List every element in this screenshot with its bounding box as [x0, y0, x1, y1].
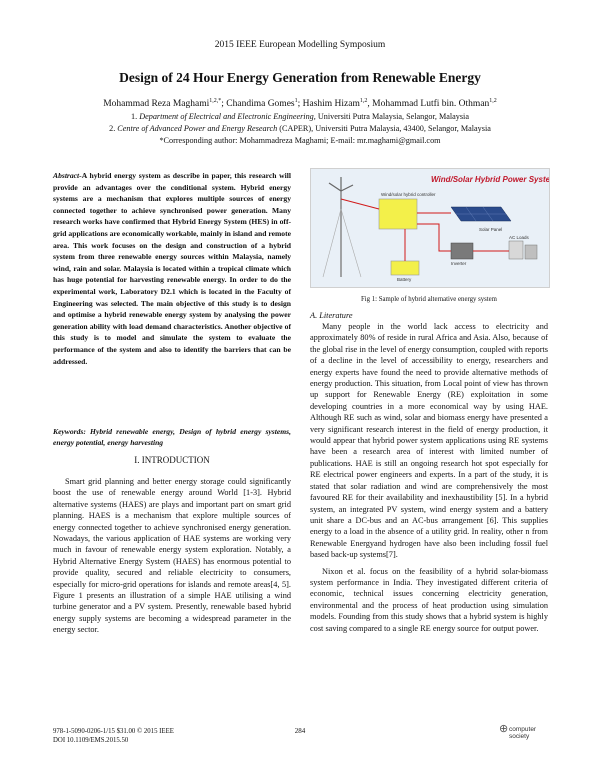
page-number: 284 — [294, 727, 306, 735]
label-loads: AC Loads — [509, 235, 529, 240]
corresponding-author: *Corresponding author: Mohammadreza Maghami; E-mail: mr.maghami@gmail.com — [159, 136, 441, 145]
affiliation-1: 1. Department of Electrical and Electronic Engineering, Universiti Putra Malaysia, Selangor, Malaysia — [131, 112, 469, 121]
author-name: Mohammad Lutfi bin. Othman — [372, 99, 490, 110]
author-name: Mohammad Reza Maghami — [103, 99, 210, 110]
section-heading-introduction: I. INTRODUCTION — [134, 455, 210, 465]
figure-hybrid-system — [310, 168, 550, 288]
abstract-text: A hybrid energy system as describe in paper, this research will provide an advantages over the conditional system. Hybrid energy systems are a mechanism that explores multiple sources of energy connected together to achieve synchronised power generation. Many research works have confirmed that Hybrid Energy System (HES) in off-grid applications are economically workable, mainly in island and remote area. This work focuses on the design and construction of a hybrid system from three renewable energy sources within Malaysia, namely wind, rain and solar. Malaysia is located within a tropical climate which has huge potential for harvesting renewable energy. In order to do the experimental work, Laboratory D2.1 which is located in the Faculty of Engineering was selected. The main objective of this study is to design and optimise a hybrid renewable energy system by analysing the power generation ability with load demand characteristics. Another objective of this study is to model and simulate the system to evaluate the performance of the system and also to identify the barriers that can be addressed. — [53, 171, 291, 366]
subsection-heading-literature: A. Literature — [310, 311, 353, 320]
abstract — [53, 170, 291, 367]
computer-society-logo: ⊕ computer society — [499, 723, 537, 740]
literature-section — [310, 321, 548, 639]
keywords: Keywords: Hybrid renewable energy, Design of hybrid energy systems, energy potential, energy harvesting — [53, 427, 291, 447]
paragraph: Many people in the world lack access to electricity and approximately 80% of reside in rural Africa and Asia. Also, because of the global rise in the level of energy consumption, coupled with reports of a decline in the level of accessibility to energy, researchers and energy experts have found the need to provide alternative methods of energy production. This situation, from Local point of view has thrown up support for Renewable Energy (RE) exploitation in some developing countries in a more economical way by using HAE. Although RE such as wind, solar and biomass energy have presented a very significant research interest in the field of energy production, it would appear that hybrid power system applications using RE systems have been a research area of interest with limited number of publications. HAE is still an ongoing research hot spot especially for RE electrical power engineers and experts. In a part of the study, it is stated that solar radiation and wind are comprehensively the most favoured RE for their availability and inexhaustibility [5]. In a hybrid system, an integrated PV system, wind energy system and a battery unit share a DC-bus and an AC-bus arrangement [6]. This supplies energy to a load in the absence of a utility grid. In reality, other n from Renewable Energyand hydrogen have also been including fossil fuel based back-up systems[7]. — [310, 322, 548, 560]
author-name: Chandima Gomes — [226, 99, 295, 110]
abstract-lead: Abstract- — [53, 171, 82, 180]
hybrid-system-diagram — [311, 169, 549, 287]
logo-mark-icon: ⊕ — [499, 723, 509, 735]
paper-title: Design of 24 Hour Energy Generation from Renewable Energy — [119, 70, 481, 85]
label-controller: Wind/solar hybrid controller — [381, 192, 436, 197]
author-list: Mohammad Reza Maghami$^{1,2,*}$; Chandima Gomes$^1$; Hashim Hizam$^{1,2}$, Mohammad Lutfi bin. Othman$^{1,2}$ — [103, 98, 497, 110]
doi-line: DOI 10.1109/EMS.2015.50 — [53, 737, 129, 744]
label-battery: Battery — [397, 277, 412, 282]
affiliation-2: 2. Centre of Advanced Power and Energy Research (CAPER), Universiti Putra Malaysia, 43400, Selangor, Malaysia — [109, 124, 491, 133]
introduction-text: Smart grid planning and better energy storage could significantly boost the use of renewable energy around World [1-3]. Hybrid alternative systems (HAES) are plays and important part on smart grid planning. HAES is a mechanism that explore multiple sources of energy connected together to achieve synchronised energy generation. Nowadays, the various application of HAE systems are working very much in favour of renewable energy system exploration. Notably, a Hybrid Alternative Energy System (HAES) has enormous potential to provide quality, secured and reliable electricity to consumers, especially for micro-grid operations for islands and remote areas[4, 5]. Figure 1 presents an illustration of a simple HAE utilising a wind turbine generator and a PV system. Presently, renewable based hybrid energy supply systems are becoming a widespread parameter in the energy sector. — [53, 477, 291, 635]
diagram-title: Wind/Solar Hybrid Power System — [431, 175, 549, 184]
figure-caption: Fig 1: Sample of hybrid alternative energy system — [361, 296, 497, 303]
conference-header: 2015 IEEE European Modelling Symposium — [214, 40, 386, 50]
isbn-line: 978-1-5090-0206-1/15 $31.00 © 2015 IEEE — [53, 728, 174, 735]
paragraph: Nixon et al. focus on the feasibility of a hybrid solar-biomass system performance in India. They investigated different criteria of economic, technical issues concerning electricity generation, environmental and the process of heat production using simulation models. Founding from this study shows that a hybrid system is highly cost saving compared to a single RE energy source for output power. — [310, 566, 548, 633]
author-name: Hashim Hizam — [302, 99, 360, 110]
label-solar-panel: Solar Panel — [479, 227, 503, 232]
label-inverter: Inverter — [451, 261, 467, 266]
